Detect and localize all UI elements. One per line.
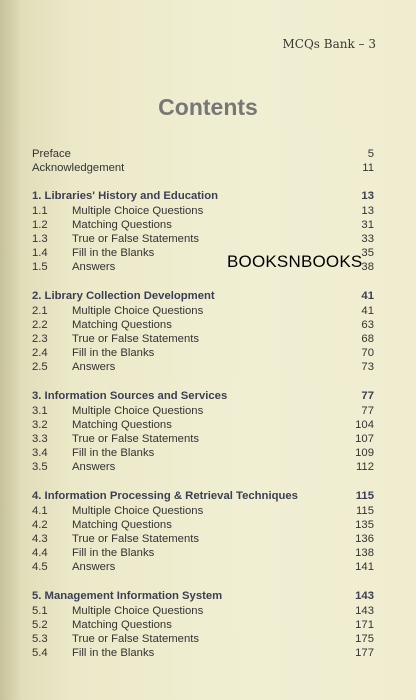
section-page: 41 xyxy=(361,305,374,317)
toc-entry-acknowledgement[interactable] xyxy=(32,161,374,175)
section-page: 31 xyxy=(361,219,374,231)
section-page: 77 xyxy=(361,405,374,417)
section-label: Answers xyxy=(72,261,116,273)
section-label: Matching Questions xyxy=(72,419,172,431)
chapter-page: 41 xyxy=(361,290,374,302)
toc-entry[interactable] xyxy=(32,446,374,460)
toc-entry[interactable] xyxy=(32,560,374,574)
section-page: 135 xyxy=(355,519,374,531)
section-label: Answers xyxy=(72,361,116,373)
toc-chapter-2[interactable] xyxy=(32,289,374,303)
section-label: True or False Statements xyxy=(72,433,200,445)
toc-entry[interactable] xyxy=(32,618,374,632)
toc-entry[interactable] xyxy=(32,632,374,646)
chapter-title: 2. Library Collection Development xyxy=(32,290,215,302)
section-page: 143 xyxy=(355,605,374,617)
section-label: Answers xyxy=(72,461,116,473)
toc-entry[interactable] xyxy=(32,360,374,374)
section-number: 3.5 xyxy=(32,461,48,473)
section-page: 109 xyxy=(355,447,374,459)
chapter-title: 1. Libraries' History and Education xyxy=(32,190,218,202)
section-number: 2.5 xyxy=(32,361,48,373)
section-number: 5.1 xyxy=(32,605,48,617)
section-label: True or False Statements xyxy=(72,633,200,645)
section-number: 2.3 xyxy=(32,333,48,345)
toc-chapter-4[interactable] xyxy=(32,489,374,503)
toc-entry[interactable] xyxy=(32,532,374,546)
section-number: 5.3 xyxy=(32,633,48,645)
toc-chapter-5[interactable] xyxy=(32,589,374,603)
section-page: 104 xyxy=(355,419,374,431)
section-number: 1.2 xyxy=(32,219,48,231)
section-label: Fill in the Blanks xyxy=(72,547,155,559)
section-number: 4.2 xyxy=(32,519,48,531)
section-page: 138 xyxy=(355,547,374,559)
toc-entry[interactable] xyxy=(32,332,374,346)
toc-entry-label: Preface xyxy=(32,148,71,160)
section-number: 3.2 xyxy=(32,419,48,431)
section-label: Fill in the Blanks xyxy=(72,447,155,459)
section-label: Matching Questions xyxy=(72,219,172,231)
section-number: 4.5 xyxy=(32,561,48,573)
toc-entry[interactable] xyxy=(32,204,374,218)
section-label: Multiple Choice Questions xyxy=(72,205,204,217)
section-label: Fill in the Blanks xyxy=(72,247,155,259)
section-page: 136 xyxy=(355,533,374,545)
toc-entry[interactable] xyxy=(32,432,374,446)
section-label: Fill in the Blanks xyxy=(72,647,155,659)
section-number: 2.4 xyxy=(32,347,48,359)
section-label: Multiple Choice Questions xyxy=(72,605,204,617)
section-page: 35 xyxy=(361,247,374,259)
section-page: 13 xyxy=(361,205,374,217)
toc-entry[interactable] xyxy=(32,304,374,318)
section-number: 1.3 xyxy=(32,233,48,245)
section-label: Fill in the Blanks xyxy=(72,347,155,359)
section-label: Multiple Choice Questions xyxy=(72,305,204,317)
section-number: 4.4 xyxy=(32,547,48,559)
section-label: True or False Statements xyxy=(72,233,200,245)
chapter-title: 4. Information Processing & Retrieval Techniques xyxy=(32,490,298,502)
section-page: 112 xyxy=(355,461,374,473)
section-number: 2.2 xyxy=(32,319,48,331)
chapter-page: 143 xyxy=(355,590,374,602)
toc-entry[interactable] xyxy=(32,518,374,532)
toc-entry[interactable] xyxy=(32,604,374,618)
section-page: 115 xyxy=(355,505,374,517)
section-label: Answers xyxy=(72,561,116,573)
section-label: Matching Questions xyxy=(72,519,172,531)
toc-entry[interactable] xyxy=(32,646,374,660)
section-number: 1.5 xyxy=(32,261,48,273)
section-page: 63 xyxy=(361,319,374,331)
section-number: 3.4 xyxy=(32,447,48,459)
section-number: 4.1 xyxy=(32,505,48,517)
section-label: True or False Statements xyxy=(72,333,200,345)
section-label: Matching Questions xyxy=(72,619,172,631)
section-number: 1.4 xyxy=(32,247,48,259)
toc-entry-label: Acknowledgement xyxy=(32,162,125,174)
chapter-page: 115 xyxy=(355,490,374,502)
section-number: 1.1 xyxy=(32,205,48,217)
section-number: 3.3 xyxy=(32,433,48,445)
chapter-page: 13 xyxy=(361,190,374,202)
section-number: 5.4 xyxy=(32,647,48,659)
section-page: 175 xyxy=(355,633,374,645)
toc-entry-preface[interactable] xyxy=(32,147,374,161)
page-title: Contents xyxy=(158,94,258,120)
toc-entry-page: 5 xyxy=(367,148,374,160)
running-head: MCQs Bank – 3 xyxy=(282,37,376,51)
toc-entry[interactable] xyxy=(32,546,374,560)
section-label: Multiple Choice Questions xyxy=(72,405,204,417)
section-page: 171 xyxy=(355,619,374,631)
toc-entry[interactable] xyxy=(32,318,374,332)
section-page: 33 xyxy=(361,233,374,245)
section-label: True or False Statements xyxy=(72,533,200,545)
toc-entry[interactable] xyxy=(32,460,374,474)
chapter-title: 3. Information Sources and Services xyxy=(32,390,228,402)
toc-entry[interactable] xyxy=(32,418,374,432)
chapter-page: 77 xyxy=(361,390,374,402)
chapter-title: 5. Management Information System xyxy=(32,590,223,602)
section-page: 141 xyxy=(355,561,374,573)
section-page: 68 xyxy=(361,333,374,345)
toc-entry[interactable] xyxy=(32,346,374,360)
toc-chapter-1[interactable] xyxy=(32,189,374,203)
section-page: 177 xyxy=(355,647,374,659)
toc-entry[interactable] xyxy=(32,504,374,518)
section-number: 5.2 xyxy=(32,619,48,631)
section-page: 73 xyxy=(361,361,374,373)
section-number: 2.1 xyxy=(32,305,48,317)
section-page: 70 xyxy=(361,347,374,359)
section-label: Matching Questions xyxy=(72,319,172,331)
toc-entry[interactable] xyxy=(32,232,374,246)
toc-entry[interactable] xyxy=(32,218,374,232)
section-label: Multiple Choice Questions xyxy=(72,505,204,517)
watermark: BOOKSNBOOKS xyxy=(227,252,363,271)
section-page: 38 xyxy=(361,261,374,273)
section-number: 4.3 xyxy=(32,533,48,545)
section-page: 107 xyxy=(355,433,374,445)
toc-entry-page: 11 xyxy=(362,162,374,174)
section-number: 3.1 xyxy=(32,405,48,417)
toc-chapter-3[interactable] xyxy=(32,389,374,403)
toc-entry[interactable] xyxy=(32,404,374,418)
